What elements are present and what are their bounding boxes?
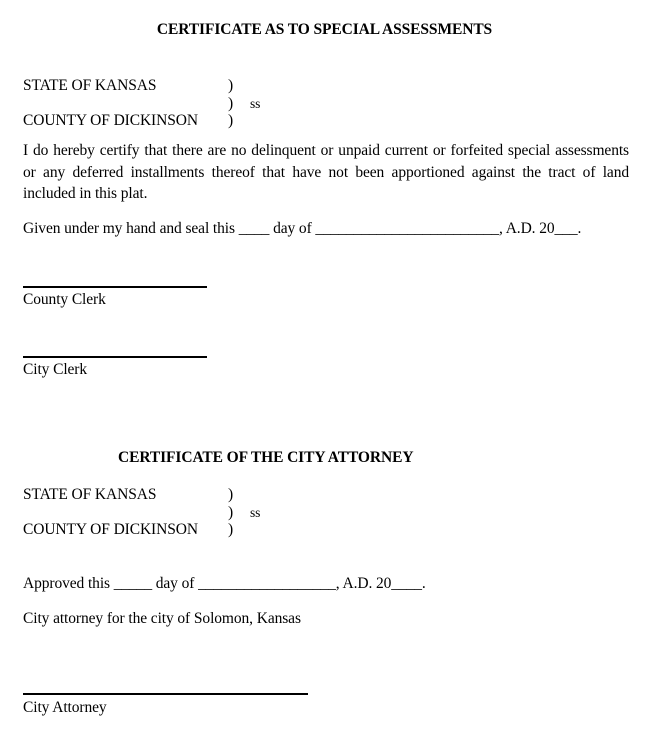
- venue-paren-glyph: ): [228, 521, 234, 538]
- venue-paren-glyph: ): [228, 486, 234, 503]
- certification-paragraph-line: included in this plat.: [23, 185, 148, 202]
- venue-row-ss: [23, 504, 423, 522]
- venue-row-county: [23, 112, 423, 130]
- venue-ss-label: ss: [250, 504, 261, 520]
- venue-row-county: [23, 521, 423, 539]
- certification-paragraph-line: I do hereby certify that there are no delinquent or unpaid current or forfeited special assessments: [23, 142, 629, 159]
- special-assessments-title: CERTIFICATE AS TO SPECIAL ASSESSMENTS: [156, 21, 493, 38]
- approval-date-line: Approved this _____ day of __________________, A.D. 20____.: [23, 575, 426, 592]
- signature-label: City Clerk: [23, 361, 88, 378]
- venue-state-label: STATE OF KANSAS: [23, 486, 157, 503]
- signature-block-city-clerk: [23, 356, 207, 378]
- venue-paren-glyph: ): [228, 112, 234, 129]
- venue-state-label: STATE OF KANSAS: [23, 77, 157, 94]
- signature-block-county-clerk: [23, 286, 207, 308]
- signature-block-city-attorney: [23, 693, 308, 716]
- signature-label: City Attorney: [23, 699, 107, 716]
- venue-row-state: [23, 77, 423, 95]
- venue-row-ss: [23, 95, 423, 113]
- attorney-capacity-line: City attorney for the city of Solomon, Kansas: [23, 610, 301, 627]
- signature-label: County Clerk: [23, 291, 106, 308]
- venue-paren-glyph: ): [228, 77, 234, 94]
- venue-paren-glyph: ): [228, 503, 234, 521]
- venue-block-special-assessments: [23, 77, 423, 130]
- venue-block-city-attorney: [23, 486, 423, 539]
- venue-row-state: [23, 486, 423, 504]
- venue-county-label: COUNTY OF DICKINSON: [23, 521, 198, 538]
- certification-paragraph: [23, 140, 629, 205]
- venue-county-label: COUNTY OF DICKINSON: [23, 112, 198, 129]
- venue-ss-label: ss: [250, 95, 261, 111]
- execution-date-line: Given under my hand and seal this ____ day of ________________________, A.D. 20___.: [23, 220, 582, 237]
- venue-paren-glyph: ): [228, 94, 234, 112]
- city-attorney-title: CERTIFICATE OF THE CITY ATTORNEY: [118, 449, 414, 466]
- certification-paragraph-line: or any deferred installments thereof that have not been apportioned against the tract of land: [23, 163, 629, 181]
